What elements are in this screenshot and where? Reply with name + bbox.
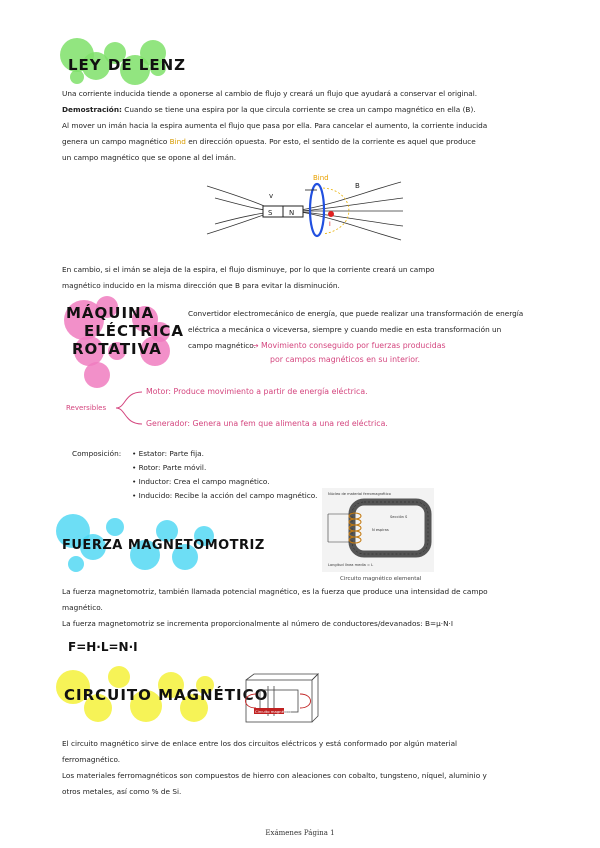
maquina-title-line2: ELÉCTRICA [84, 322, 185, 340]
fmm-title: FUERZA MAGNETOMOTRIZ [62, 538, 265, 553]
fig-length-label: Longitud línea media = L [328, 563, 374, 567]
magnet-n-label: N [289, 209, 295, 217]
fig-turns-label: N espiras [372, 528, 389, 532]
lenz-paragraph-3b [62, 134, 542, 150]
maquina-desc-1: Convertidor electromecánico de energía, que puede realizar una transformación de energía [188, 309, 524, 318]
lenz-magnet-figure [205, 168, 405, 248]
maquina-desc-3: campo magnético. [188, 341, 256, 350]
motor-item: Motor: Produce movimiento a partir de energía eléctrica. [146, 387, 368, 396]
lenz-demo-text: Cuando se tiene una espira por la que circula corriente se crea un campo magnético en ella (B). [124, 105, 476, 114]
lenz-paragraph-4b: magnético inducido en la misma dirección que B para evitar la disminución. [62, 281, 340, 290]
fmm-paragraph-2: La fuerza magnetomotriz se incrementa proporcionalmente al número de conductores/devanados: B=μ·N·I [62, 619, 453, 628]
page-footer: Exámenes Página 1 [265, 829, 335, 837]
lenz-title: LEY DE LENZ [68, 56, 187, 74]
circuito-title: CIRCUITO MAGNÉTICO [64, 686, 269, 704]
maquina-title-line3: ROTATIVA [72, 340, 162, 358]
circuito-paragraph-1: El circuito magnético sirve de enlace entre los dos circuitos eléctricos y está conformado por algún material ferromagnético. [62, 739, 458, 764]
composicion-item-inductor: • Inductor: Crea el campo magnético. [132, 477, 270, 486]
lenz-paragraph-3a: Al mover un imán hacia la espira aumenta el flujo que pasa por ella. Para cancelar el aumento, la corriente inducida [62, 121, 488, 130]
circuito-figure [238, 672, 320, 730]
magnetic-circuit-caption: Circuito magnético elemental [340, 576, 422, 582]
composicion-item-estator: • Estator: Parte fija. [132, 449, 204, 458]
generador-item: Generador: Genera una fem que alimenta a una red eléctrica. [146, 419, 388, 428]
lenz-paragraph-1: Una corriente inducida tiende a oponerse al cambio de flujo y creará un flujo que ayudará a conservar el original. [62, 89, 478, 98]
fig-b-label: B [355, 182, 360, 190]
lenz-p3b-post: en dirección opuesta. Por esto, el sentido de la corriente es aquel que produce [188, 137, 476, 146]
lenz-paragraph-4a: En cambio, si el imán se aleja de la espira, el flujo disminuye, por lo que la corriente creará un campo [62, 265, 435, 274]
reversibles-brace [114, 388, 148, 428]
circuito-figure-label: Circuito magnético [255, 708, 291, 714]
composicion-label: Composición: [72, 449, 122, 458]
fmm-formula: F=H·L=N·I [68, 640, 138, 654]
magnet-s-label: S [268, 209, 273, 217]
magnetic-circuit-figure [322, 488, 434, 572]
composicion-item-rotor: • Rotor: Parte móvil. [132, 463, 207, 472]
fmm-paragraph-1: La fuerza magnetomotriz, también llamada potencial magnético, es la fuerza que produce una intensidad de campo magnético. [62, 587, 488, 612]
lenz-paragraph-2 [62, 102, 542, 118]
composicion-item-inducido: • Inducido: Recibe la acción del campo magnético. [132, 491, 318, 500]
fig-bind-label: Bind [313, 174, 329, 182]
reversibles-label: Reversibles [66, 404, 107, 412]
fig-i-label: I [329, 221, 331, 228]
maquina-note-2: por campos magnéticos en su interior. [270, 355, 420, 364]
fig-core-label: Núcleo de material ferromagnético [328, 492, 391, 496]
fig-v-label: v [269, 192, 274, 200]
lenz-demo-label: Demostración: [62, 105, 122, 114]
circuito-paragraph-2: Los materiales ferromagnéticos son compuestos de hierro con aleaciones con cobalto, tungsteno, níquel, aluminio y otros metales, así como % de Si. [62, 771, 487, 796]
lenz-p3b-bind: Bind [169, 137, 186, 146]
maquina-desc-2: eléctrica a mecánica o viceversa, siempre y cuando medie en esta transformación un [188, 325, 502, 334]
maquina-note-1: → Movimiento conseguido por fuerzas producidas [252, 341, 446, 350]
lenz-p3b-pre: genera un campo magnético [62, 137, 168, 146]
maquina-title-line1: MÁQUINA [66, 304, 155, 322]
lenz-paragraph-3c: un campo magnético que se opone al del imán. [62, 153, 237, 162]
fig-section-label: Sección S [390, 515, 408, 519]
